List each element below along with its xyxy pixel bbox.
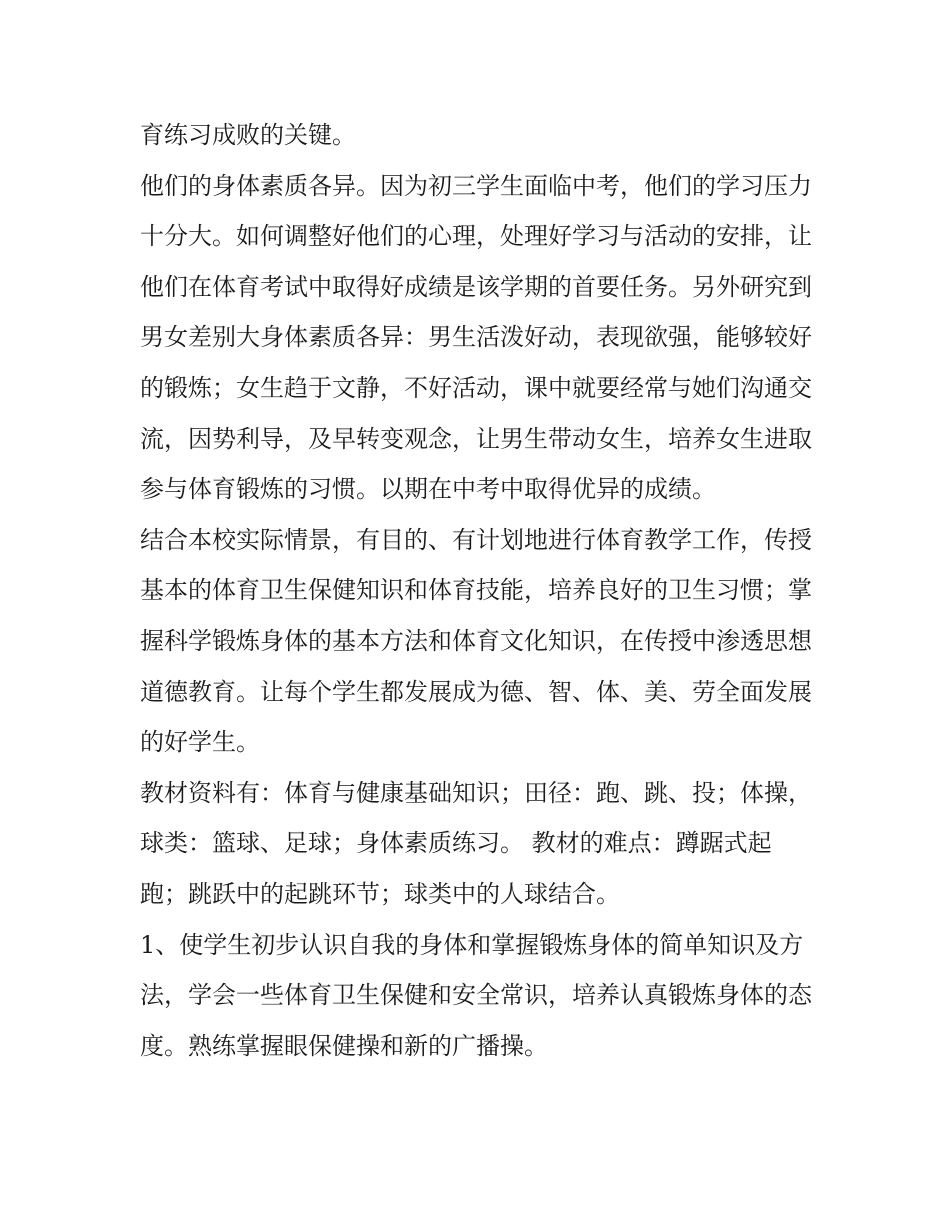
paragraph-teaching-goal: 结合本校实际情景，有目的、有计划地进行体育教学工作，传授基本的体育卫生保健知识和体育技能，培养良好的卫生习惯；掌握科学锻炼身体的基本方法和体育文化知识，在传授中渗透思想道德教育。让每个学生都发展成为德、智、体、美、劳全面发展的好学生。 [140,525,812,757]
document-page [140,110,812,1071]
paragraph-continuation: 育练习成败的关键。 [140,121,356,149]
paragraph-task-1: 1、使学生初步认识自我的身体和掌握锻炼身体的简单知识及方法，学会一些体育卫生保健和安全常识，培养认真锻炼身体的态度。熟练掌握眼保健操和新的广播操。 [140,930,812,1060]
paragraph-teaching-materials: 教材资料有：体育与健康基础知识；田径：跑、跳、投；体操，球类：篮球、足球；身体素质练习。 教材的难点：蹲踞式起跑；跳跃中的起跳环节；球类中的人球结合。 [140,778,812,908]
paragraph-student-condition: 他们的身体素质各异。因为初三学生面临中考，他们的学习压力十分大。如何调整好他们的心理，处理好学习与活动的安排，让他们在体育考试中取得好成绩是该学期的首要任务。另外研究到男女差别大身体素质各异：男生活泼好动，表现欲强，能够较好的锻炼；女生趋于文静，不好活动，课中就要经常与她们沟通交流，因势利导，及早转变观念，让男生带动女生，培养女生进取参与体育锻炼的习惯。以期在中考中取得优异的成绩。 [140,171,812,504]
